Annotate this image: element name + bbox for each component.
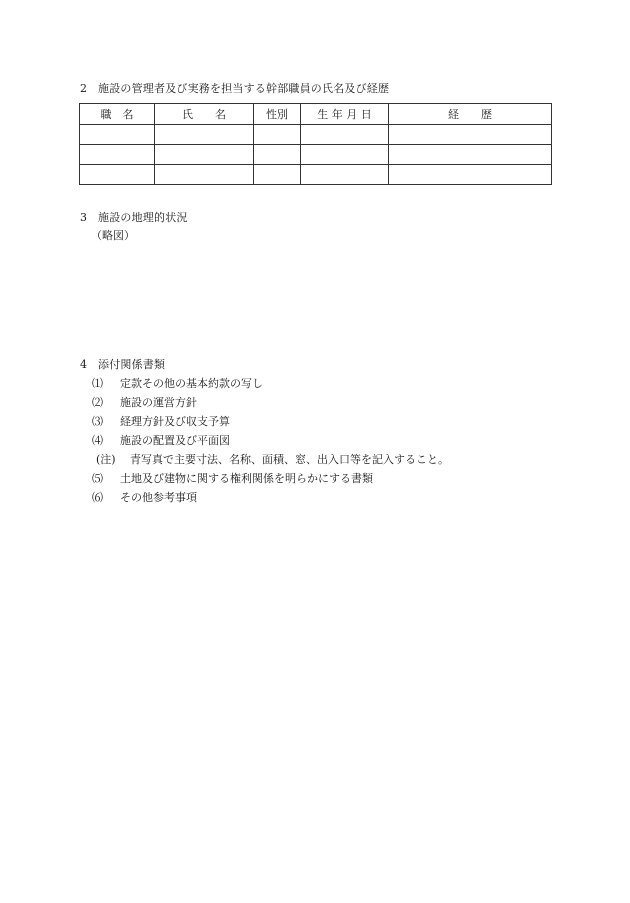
table-cell [80,165,155,185]
list-item [92,374,449,393]
section-2-heading [80,80,389,96]
table-cell [80,125,155,145]
section-3-heading [80,209,188,225]
header-birthdate: 生 年 月 日 [301,104,389,125]
section-3-title: 施設の地理的状況 [98,211,188,224]
section-2-number: 2 [80,82,88,95]
list-item [92,412,449,431]
section-3-number: 3 [80,211,88,224]
list-item [92,488,449,507]
staff-table-header-row [80,104,552,125]
table-cell [389,125,552,145]
table-cell [254,145,301,165]
section-4-title: 添付関係書類 [98,358,166,371]
list-item-text: 施設の運営方針 [120,396,197,409]
list-item-index: ⑴ [92,377,103,390]
table-row [80,165,552,185]
list-item-index: ⑵ [92,396,103,409]
table-cell [80,145,155,165]
table-cell [389,165,552,185]
table-row [80,145,552,165]
list-item-text: 施設の配置及び平面図 [120,434,230,447]
list-item-text: 土地及び建物に関する権利関係を明らかにする書類 [120,472,373,485]
list-item-index: ⑹ [92,491,103,504]
table-cell [301,125,389,145]
sketch-map-note: （略図） [91,229,135,242]
section-2-title: 施設の管理者及び実務を担当する幹部職員の氏名及び経歴 [98,82,390,95]
list-item [92,393,449,412]
table-cell [301,145,389,165]
list-item [92,469,449,488]
table-cell [389,145,552,165]
table-cell [155,125,254,145]
list-item-index: ⑸ [92,472,103,485]
list-item-index: ⑶ [92,415,103,428]
list-item-index: ⑷ [92,434,103,447]
list-item-index: (注) [96,453,116,466]
list-item-note [92,450,449,469]
table-cell [155,165,254,185]
list-item-text: その他参考事項 [120,491,197,504]
section-4-number: 4 [80,358,88,371]
table-cell [254,125,301,145]
header-career: 経 歴 [389,104,552,125]
table-cell [301,165,389,185]
header-position: 職 名 [80,104,155,125]
list-item-text: 青写真で主要寸法、名称、面積、窓、出入口等を記入すること。 [130,453,449,466]
section-4-heading [80,356,165,372]
header-name: 氏 名 [155,104,254,125]
staff-table [79,103,552,185]
table-cell [254,165,301,185]
header-gender: 性別 [254,104,301,125]
list-item [92,431,449,450]
attachment-list [92,374,449,507]
table-row [80,125,552,145]
list-item-text: 経理方針及び収支予算 [120,415,230,428]
table-cell [155,145,254,165]
list-item-text: 定款その他の基本約款の写し [120,377,263,390]
